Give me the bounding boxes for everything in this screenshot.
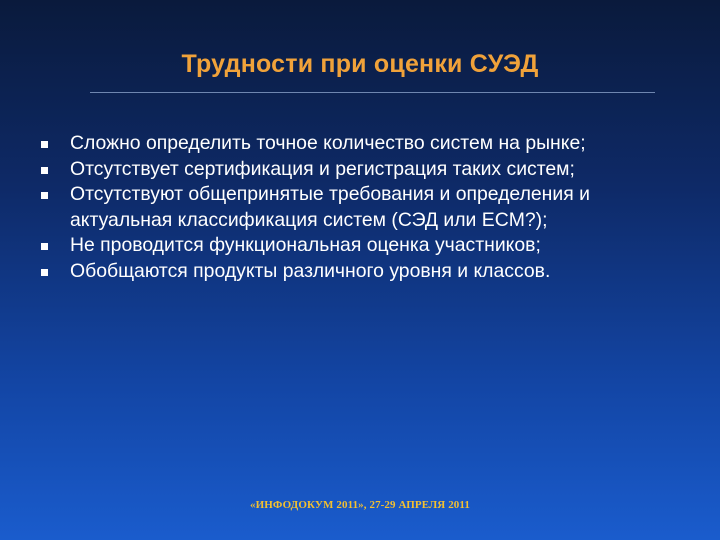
bullet-text: Отсутствует сертификация и регистрация таких систем; [70, 157, 575, 180]
bullet-item [40, 182, 690, 233]
bullet-item [40, 233, 690, 259]
bullet-item [40, 131, 690, 157]
bullet-list [40, 131, 690, 284]
bullet-text: Отсутствуют общепринятые требования и определения и актуальная классификация систем (СЭД или ECM?); [70, 183, 590, 231]
title-divider [90, 92, 655, 93]
bullet-text: Обобщаются продукты различного уровня и классов. [70, 259, 551, 282]
bullet-item [40, 259, 690, 285]
square-bullet-icon [41, 269, 48, 276]
slide-title: Трудности при оценки СУЭД [181, 50, 539, 78]
slide-footer: «ИНФОДОКУМ 2011», 27-29 АПРЕЛЯ 2011 [249, 499, 470, 511]
bullet-item [40, 157, 690, 183]
square-bullet-icon [41, 243, 48, 250]
square-bullet-icon [41, 141, 48, 148]
bullet-text: Не проводится функциональная оценка участников; [70, 234, 541, 256]
bullet-text: Сложно определить точное количество систем на рынке; [70, 132, 586, 154]
square-bullet-icon [41, 192, 48, 199]
square-bullet-icon [41, 167, 48, 174]
